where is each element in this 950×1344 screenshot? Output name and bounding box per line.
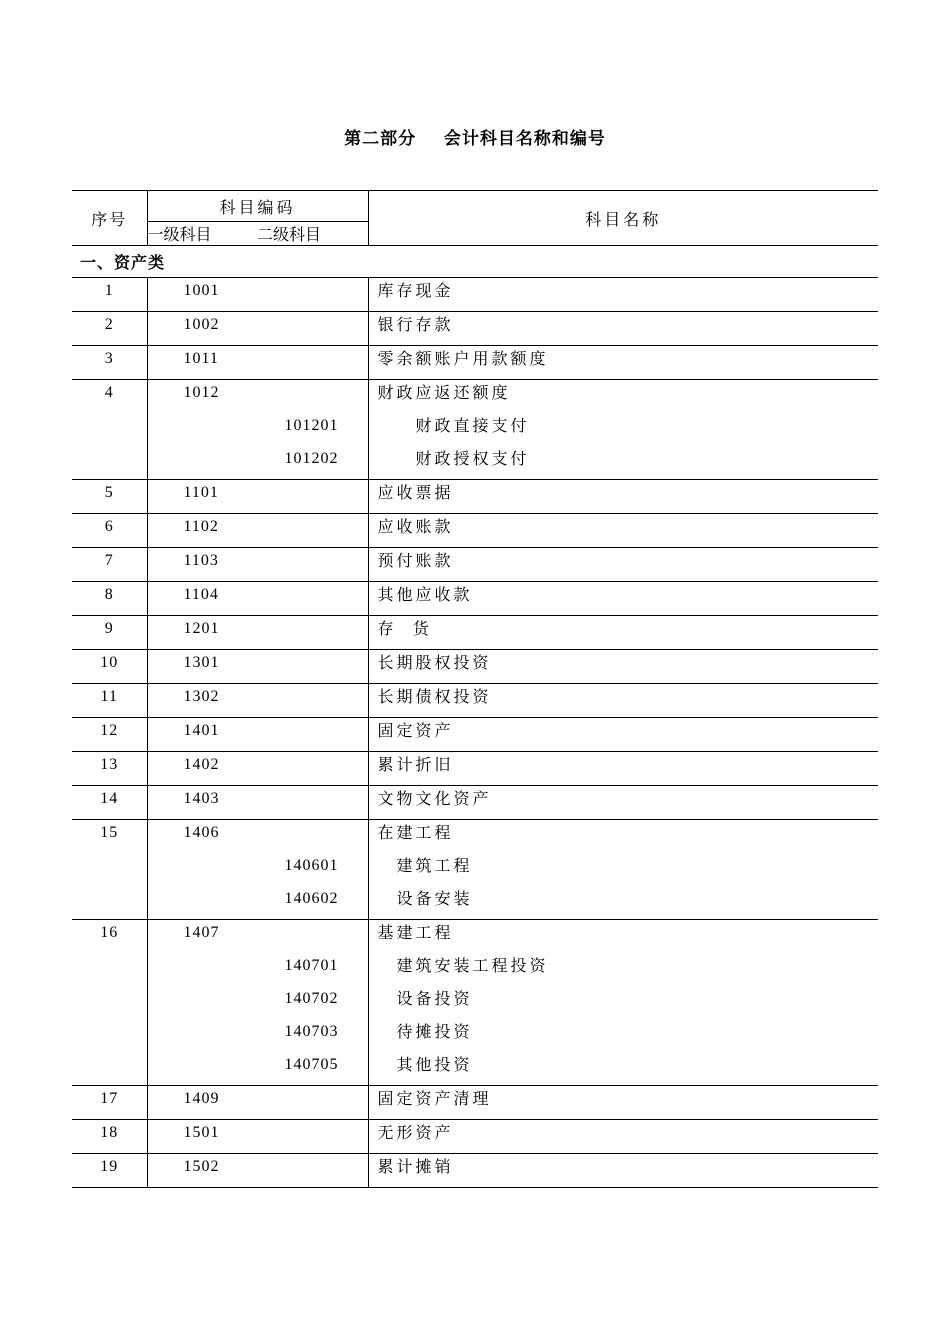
account-name: 累计折旧 <box>377 755 454 774</box>
table-row <box>72 278 878 312</box>
subaccount-name: 建筑工程 <box>396 856 473 875</box>
row-names <box>368 820 878 920</box>
seq-number: 4 <box>104 384 114 401</box>
table-row <box>72 582 878 616</box>
level1-code: 1501 <box>183 1124 220 1141</box>
account-name: 无形资产 <box>377 1123 454 1142</box>
level1-code: 1406 <box>183 824 220 841</box>
account-name: 在建工程 <box>377 823 454 842</box>
seq-number: 12 <box>100 722 119 739</box>
row-seq <box>72 684 147 718</box>
level2-code: 140703 <box>284 1023 339 1040</box>
table-row <box>72 1120 878 1154</box>
row-codes <box>147 514 368 548</box>
seq-number: 2 <box>104 316 114 333</box>
row-codes <box>147 1086 368 1120</box>
level1-code: 1101 <box>183 484 219 501</box>
account-name: 文物文化资产 <box>377 789 492 808</box>
account-name: 应收账款 <box>377 517 454 536</box>
seq-number: 6 <box>104 518 114 535</box>
seq-number: 16 <box>100 924 119 941</box>
row-names <box>368 514 878 548</box>
table-row <box>72 650 878 684</box>
row-names <box>368 1120 878 1154</box>
row-codes <box>147 616 368 650</box>
subaccount-name: 财政直接支付 <box>415 416 530 435</box>
level1-code: 1104 <box>183 586 219 603</box>
level1-code: 1401 <box>183 722 220 739</box>
row-names <box>368 346 878 380</box>
category-row <box>72 246 878 278</box>
seq-number: 17 <box>100 1090 119 1107</box>
row-seq <box>72 820 147 920</box>
level1-code: 1002 <box>183 316 220 333</box>
row-names <box>368 718 878 752</box>
row-codes <box>147 380 368 480</box>
header-code: 科目编码 <box>147 191 368 222</box>
table-header-row <box>72 191 878 222</box>
row-codes <box>147 820 368 920</box>
row-names <box>368 278 878 312</box>
table-row <box>72 312 878 346</box>
row-codes <box>147 582 368 616</box>
row-names <box>368 380 878 480</box>
level1-code: 1402 <box>183 756 220 773</box>
row-names <box>368 616 878 650</box>
level1-code: 1001 <box>183 282 220 299</box>
seq-number: 1 <box>104 282 114 299</box>
seq-number: 8 <box>104 586 114 603</box>
table-row <box>72 480 878 514</box>
table-row <box>72 1154 878 1188</box>
account-name: 存 货 <box>377 619 432 638</box>
row-seq <box>72 1120 147 1154</box>
account-name: 零余额账户用款额度 <box>377 349 549 368</box>
level1-code: 1012 <box>183 384 220 401</box>
table-row <box>72 786 878 820</box>
subaccount-name: 待摊投资 <box>396 1022 473 1041</box>
level1-code: 1201 <box>183 620 220 637</box>
header-seq: 序号 <box>72 191 147 246</box>
account-name: 固定资产清理 <box>377 1089 492 1108</box>
subaccount-name: 其他投资 <box>396 1055 473 1074</box>
header-level1: 一级科目 <box>147 225 212 244</box>
row-seq <box>72 1154 147 1188</box>
header-name: 科目名称 <box>368 191 878 246</box>
row-seq <box>72 718 147 752</box>
seq-number: 3 <box>104 350 114 367</box>
row-names <box>368 920 878 1086</box>
row-seq <box>72 312 147 346</box>
seq-number: 13 <box>100 756 119 773</box>
row-seq <box>72 650 147 684</box>
accounts-table <box>72 190 878 1188</box>
account-name: 其他应收款 <box>377 585 473 604</box>
row-seq <box>72 920 147 1086</box>
row-codes <box>147 548 368 582</box>
table-row <box>72 1086 878 1120</box>
row-codes <box>147 480 368 514</box>
row-seq <box>72 380 147 480</box>
table-row <box>72 752 878 786</box>
level1-code: 1302 <box>183 688 220 705</box>
account-name: 财政应返还额度 <box>377 383 511 402</box>
level1-code: 1407 <box>183 924 220 941</box>
account-name: 基建工程 <box>377 923 454 942</box>
row-codes <box>147 278 368 312</box>
seq-number: 9 <box>104 620 114 637</box>
row-names <box>368 650 878 684</box>
level2-code: 101202 <box>284 450 339 467</box>
account-name: 银行存款 <box>377 315 454 334</box>
level2-code: 140705 <box>284 1056 339 1073</box>
row-seq <box>72 346 147 380</box>
level1-code: 1409 <box>183 1090 220 1107</box>
level1-code: 1403 <box>183 790 220 807</box>
seq-number: 19 <box>100 1158 119 1175</box>
seq-number: 7 <box>104 552 114 569</box>
seq-number: 18 <box>100 1124 119 1141</box>
page-title: 第二部分 会计科目名称和编号 <box>344 129 606 149</box>
seq-number: 14 <box>100 790 119 807</box>
account-name: 库存现金 <box>377 281 454 300</box>
level2-code: 140601 <box>284 857 339 874</box>
category-label: 一、资产类 <box>72 246 878 278</box>
row-seq <box>72 548 147 582</box>
row-codes <box>147 752 368 786</box>
row-names <box>368 548 878 582</box>
table-row <box>72 718 878 752</box>
table-row <box>72 548 878 582</box>
table-row <box>72 616 878 650</box>
row-names <box>368 684 878 718</box>
accounts-table-container <box>72 190 878 1188</box>
row-codes <box>147 1154 368 1188</box>
seq-number: 10 <box>100 654 119 671</box>
level1-code: 1103 <box>183 552 219 569</box>
row-codes <box>147 920 368 1086</box>
subaccount-name: 财政授权支付 <box>415 449 530 468</box>
row-seq <box>72 616 147 650</box>
row-codes <box>147 718 368 752</box>
table-row <box>72 684 878 718</box>
row-names <box>368 786 878 820</box>
table-row <box>72 346 878 380</box>
row-names <box>368 752 878 786</box>
level1-code: 1301 <box>183 654 220 671</box>
subaccount-name: 设备投资 <box>396 989 473 1008</box>
row-names <box>368 1154 878 1188</box>
row-seq <box>72 278 147 312</box>
row-codes <box>147 684 368 718</box>
table-row <box>72 820 878 920</box>
level1-code: 1502 <box>183 1158 220 1175</box>
seq-number: 5 <box>104 484 114 501</box>
row-seq <box>72 582 147 616</box>
row-codes <box>147 650 368 684</box>
account-name: 固定资产 <box>377 721 454 740</box>
account-name: 预付账款 <box>377 551 454 570</box>
row-names <box>368 1086 878 1120</box>
seq-number: 11 <box>100 688 118 705</box>
level1-code: 1011 <box>183 350 219 367</box>
row-codes <box>147 1120 368 1154</box>
account-name: 应收票据 <box>377 483 454 502</box>
table-row <box>72 920 878 1086</box>
level2-code: 101201 <box>284 417 339 434</box>
row-codes <box>147 346 368 380</box>
level2-code: 140602 <box>284 890 339 907</box>
row-seq <box>72 1086 147 1120</box>
level1-code: 1102 <box>183 518 219 535</box>
row-seq <box>72 514 147 548</box>
table-row <box>72 514 878 548</box>
row-seq <box>72 480 147 514</box>
account-name: 累计摊销 <box>377 1157 454 1176</box>
row-names <box>368 480 878 514</box>
subaccount-name: 建筑安装工程投资 <box>396 956 549 975</box>
level2-code: 140701 <box>284 957 339 974</box>
account-name: 长期股权投资 <box>377 653 492 672</box>
row-codes <box>147 786 368 820</box>
subaccount-name: 设备安装 <box>396 889 473 908</box>
table-row <box>72 380 878 480</box>
row-codes <box>147 312 368 346</box>
row-names <box>368 312 878 346</box>
row-names <box>368 582 878 616</box>
header-level2: 二级科目 <box>257 225 322 244</box>
row-seq <box>72 752 147 786</box>
row-seq <box>72 786 147 820</box>
seq-number: 15 <box>100 824 119 841</box>
account-name: 长期债权投资 <box>377 687 492 706</box>
level2-code: 140702 <box>284 990 339 1007</box>
